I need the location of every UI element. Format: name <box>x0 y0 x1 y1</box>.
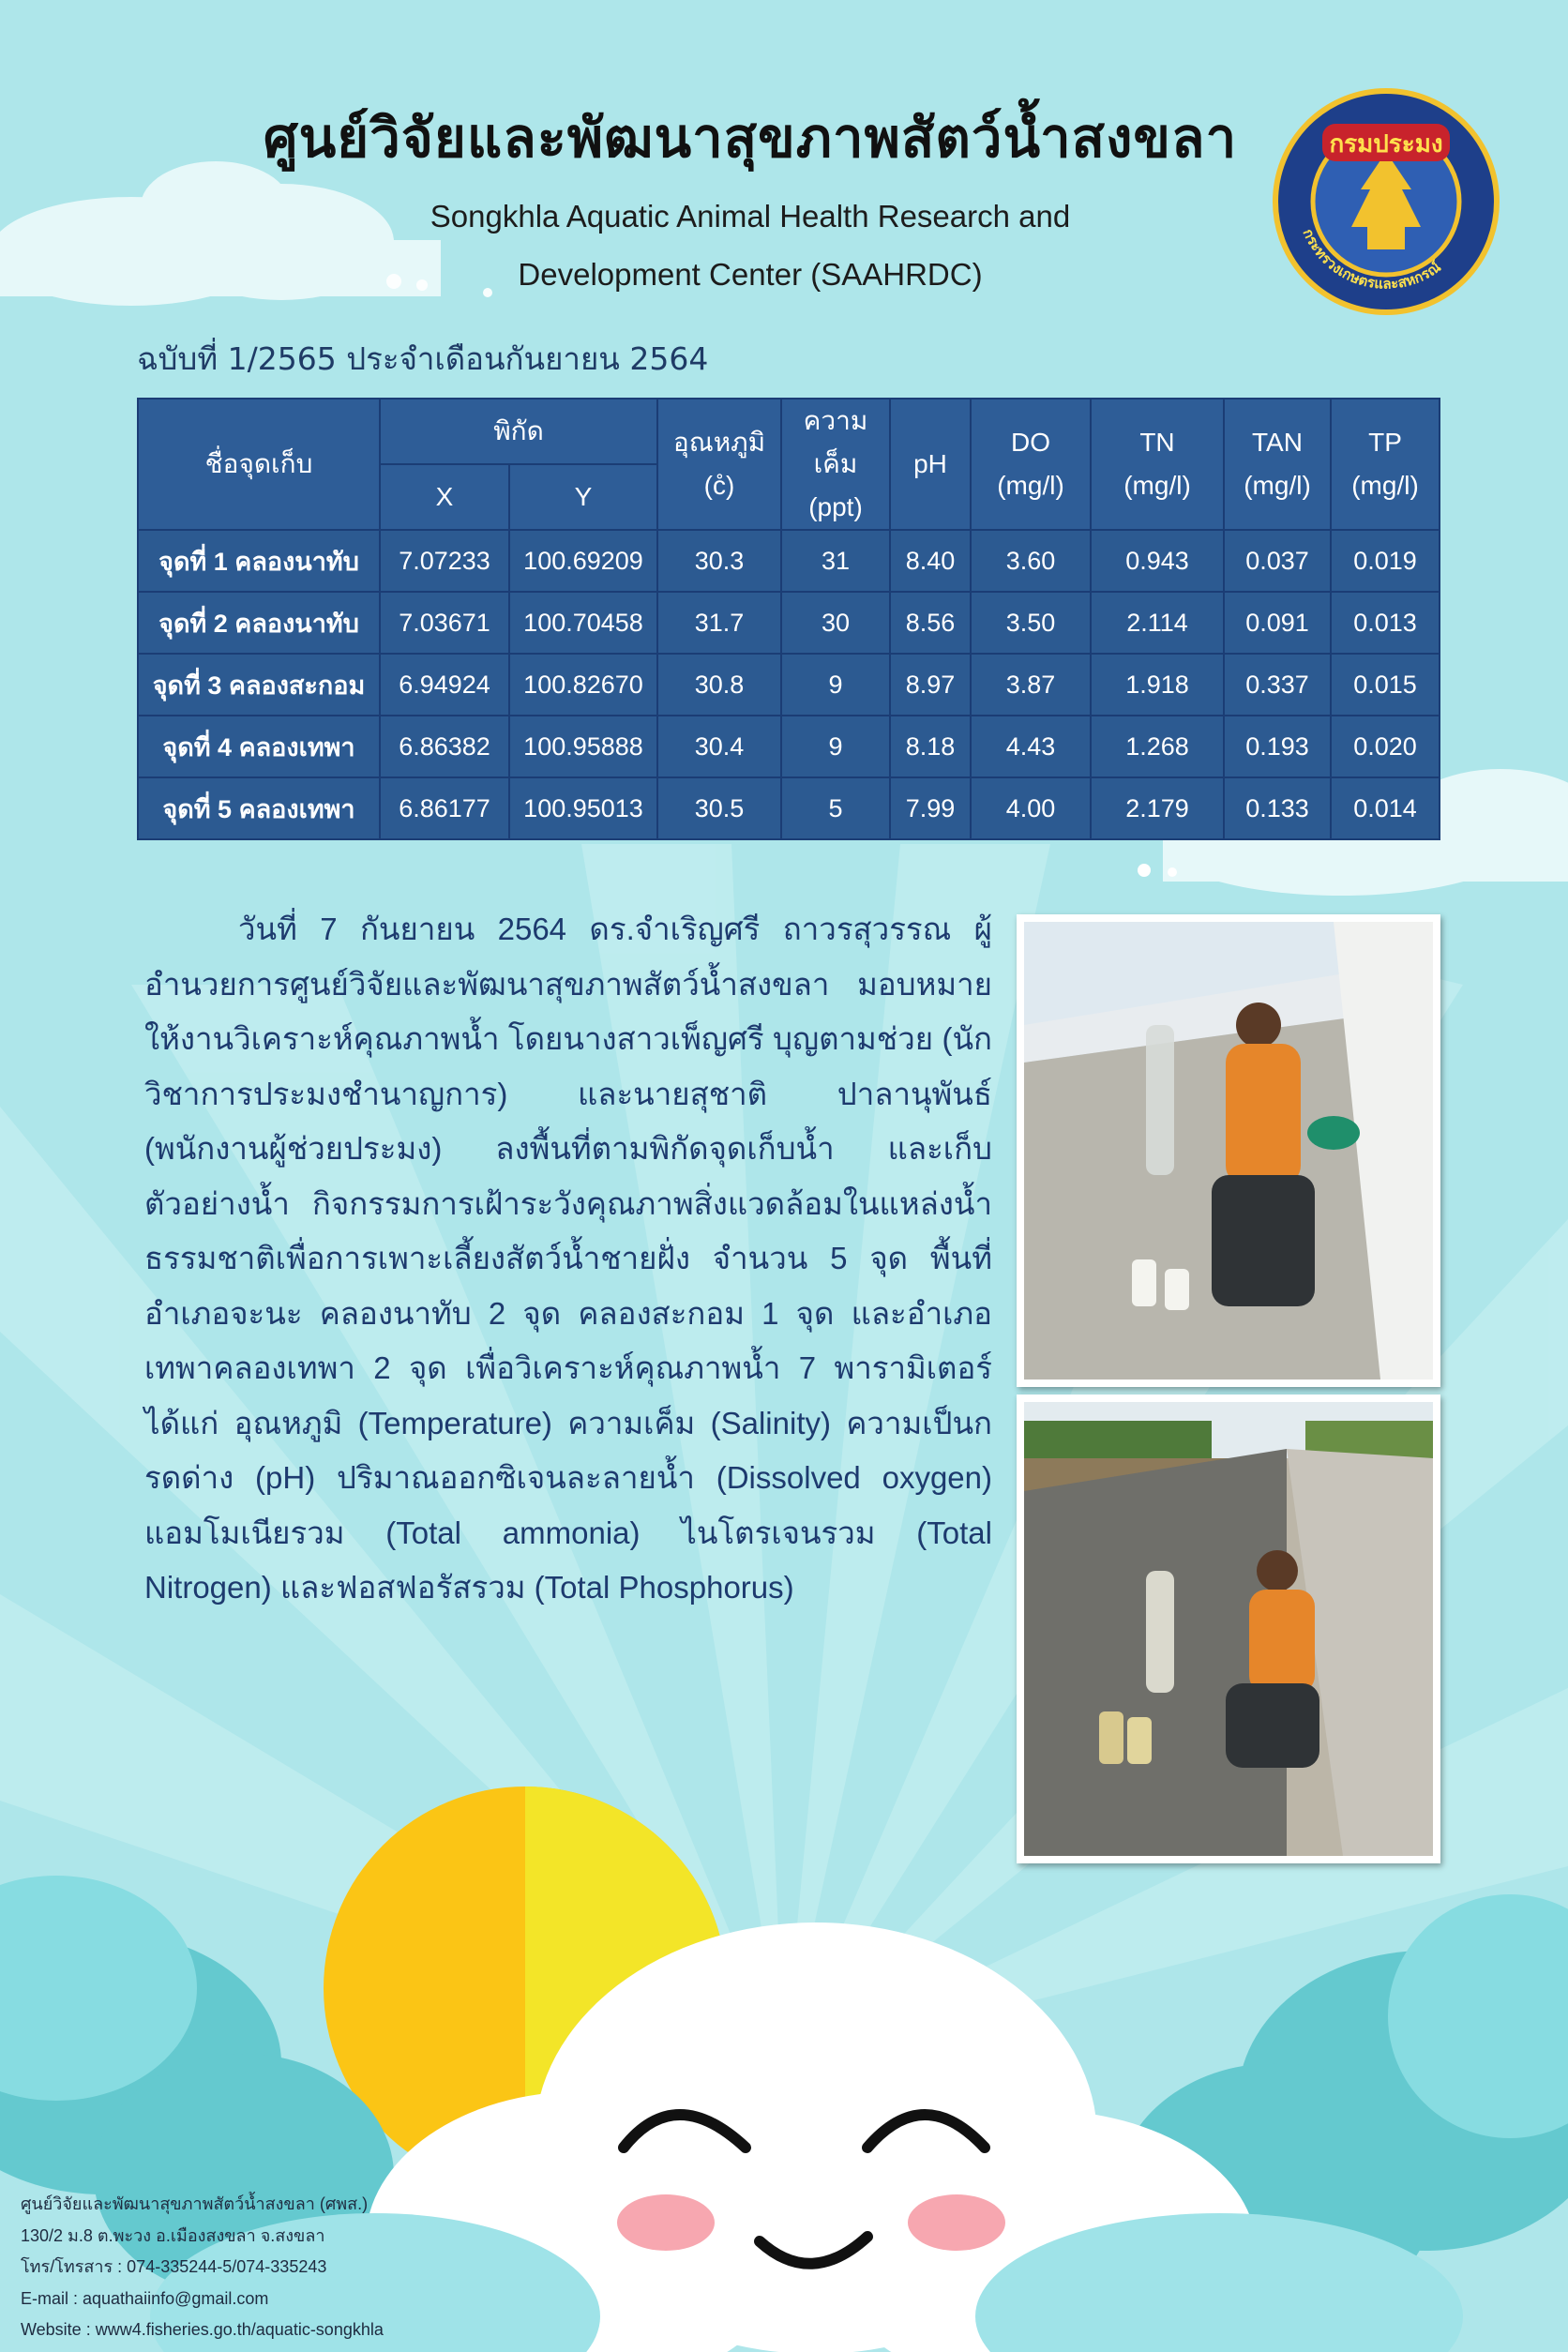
subtitle-line-1: Songkhla Aquatic Animal Health Research and <box>430 199 1071 234</box>
logo-text: กรมประมง <box>1329 130 1443 158</box>
cell-temp: 30.3 <box>657 530 781 592</box>
cell-tn: 1.918 <box>1091 654 1224 716</box>
cell-tn: 2.179 <box>1091 777 1224 839</box>
cell-do: 3.87 <box>971 654 1091 716</box>
cell-x: 6.86382 <box>380 716 509 777</box>
cell-ph: 7.99 <box>890 777 971 839</box>
article-paragraph: วันที่ 7 กันยายน 2564 ดร.จำเริญศรี ถาวรสุวรรณ ผู้อำนวยการศูนย์วิจัยและพัฒนาสุขภาพสัตว์น้ำสงขลา มอบหมายให้งานวิเคราะห์คุณภาพน้ำ โดยนางสาวเพ็ญศรี บุญตามช่วย (นักวิชาการประมงชำนาญการ) และนายสุชาติ ปาลานุพันธ์ (พนักงานผู้ช่วยประมง) ลงพื้นที่ตามพิกัดจุดเก็บน้ำ และเก็บตัวอย่างน้ำ กิจกรรมการเฝ้าระวังคุณภาพสิ่งแวดล้อมในแหล่งน้ำธรรมชาติเพื่อการเพาะเลี้ยงสัตว์น้ำชายฝั่ง จำนวน 5 จุด พื้นที่อำเภอจะนะ คลองนาทับ 2 จุด คลองสะกอม 1 จุด และอำเภอเทพาคลองเทพา 2 จุด เพื่อวิเคราะห์คุณภาพน้ำ 7 พารามิเตอร์ ได้แก่ อุณหภูมิ (Temperature) ความเค็ม (Salinity) ความเป็นกรดด่าง (pH) ปริมาณออกซิเจนละลายน้ำ (Dissolved oxygen) แอมโมเนียรวม (Total ammonia) ไนโตรเจนรวม (Total Nitrogen) และฟอสฟอรัสรวม (Total Phosphorus) <box>144 912 992 1605</box>
table-row <box>138 530 1440 592</box>
page-subtitle <box>356 188 1144 304</box>
department-logo <box>1271 86 1501 317</box>
cell-tan: 0.037 <box>1224 530 1331 592</box>
cell-x: 6.94924 <box>380 654 509 716</box>
article-body <box>144 902 992 1616</box>
cell-y: 100.69209 <box>509 530 657 592</box>
cell-temp: 30.5 <box>657 777 781 839</box>
cell-tan: 0.133 <box>1224 777 1331 839</box>
cell-salinity: 5 <box>781 777 890 839</box>
footer-contact <box>21 2189 546 2346</box>
subtitle-line-2: Development Center (SAAHRDC) <box>518 257 983 292</box>
footer-org: ศูนย์วิจัยและพัฒนาสุขภาพสัตว์น้ำสงขลา (ศพส.) <box>21 2194 369 2213</box>
header-coordinates: พิกัด <box>380 399 657 464</box>
station-name: จุดที่ 5 คลองเทพา <box>138 777 380 839</box>
footer-email[interactable]: E-mail : aquathaiinfo@gmail.com <box>21 2288 269 2308</box>
station-name: จุดที่ 4 คลองเทพา <box>138 716 380 777</box>
cell-salinity: 31 <box>781 530 890 592</box>
footer-website[interactable]: Website : www4.fisheries.go.th/aquatic-songkhla <box>21 2320 384 2339</box>
photo-sampling-river <box>1017 1395 1440 1863</box>
cell-tp: 0.020 <box>1331 716 1440 777</box>
station-name: จุดที่ 2 คลองนาทับ <box>138 592 380 654</box>
header-salinity: ความเค็ม (ppt) <box>781 399 890 530</box>
cell-ph: 8.56 <box>890 592 971 654</box>
station-name: จุดที่ 1 คลองนาทับ <box>138 530 380 592</box>
photo-sampling-bridge <box>1017 914 1440 1387</box>
table-row <box>138 716 1440 777</box>
cell-y: 100.82670 <box>509 654 657 716</box>
cell-do: 3.50 <box>971 592 1091 654</box>
cell-y: 100.95013 <box>509 777 657 839</box>
header-temperature: อุณหภูมิ (c̊) <box>657 399 781 530</box>
header-tan: TAN (mg/l) <box>1224 399 1331 530</box>
header-x: X <box>380 464 509 530</box>
header-station: ชื่อจุดเก็บ <box>138 399 380 530</box>
cell-tan: 0.091 <box>1224 592 1331 654</box>
cell-tn: 1.268 <box>1091 716 1224 777</box>
cell-x: 7.03671 <box>380 592 509 654</box>
table-row <box>138 654 1440 716</box>
cell-tan: 0.337 <box>1224 654 1331 716</box>
cell-do: 3.60 <box>971 530 1091 592</box>
header-do: DO (mg/l) <box>971 399 1091 530</box>
page-title: ศูนย์วิจัยและพัฒนาสุขภาพสัตว์น้ำสงขลา <box>263 106 1238 170</box>
cell-ph: 8.40 <box>890 530 971 592</box>
issue-line: ฉบับที่ 1/2565 ประจำเดือนกันยายน 2564 <box>137 340 709 377</box>
water-quality-table <box>137 398 1440 840</box>
cell-temp: 31.7 <box>657 592 781 654</box>
cell-ph: 8.97 <box>890 654 971 716</box>
cell-y: 100.95888 <box>509 716 657 777</box>
cell-x: 6.86177 <box>380 777 509 839</box>
table-row <box>138 592 1440 654</box>
logo-ring-text: กระทรวงเกษตรและสหกรณ์ <box>1299 226 1444 293</box>
cell-temp: 30.8 <box>657 654 781 716</box>
station-name: จุดที่ 3 คลองสะกอม <box>138 654 380 716</box>
cell-tan: 0.193 <box>1224 716 1331 777</box>
cell-tn: 0.943 <box>1091 530 1224 592</box>
footer-address: 130/2 ม.8 ต.พะวง อ.เมืองสงขลา จ.สงขลา <box>21 2225 325 2245</box>
footer-phone: โทร/โทรสาร : 074-335244-5/074-335243 <box>21 2257 327 2276</box>
cell-tn: 2.114 <box>1091 592 1224 654</box>
cell-tp: 0.013 <box>1331 592 1440 654</box>
header-tp: TP (mg/l) <box>1331 399 1440 530</box>
cell-do: 4.00 <box>971 777 1091 839</box>
cell-tp: 0.014 <box>1331 777 1440 839</box>
table-row <box>138 777 1440 839</box>
cell-do: 4.43 <box>971 716 1091 777</box>
cell-salinity: 9 <box>781 716 890 777</box>
cell-salinity: 9 <box>781 654 890 716</box>
cell-x: 7.07233 <box>380 530 509 592</box>
header-tn: TN (mg/l) <box>1091 399 1224 530</box>
cell-salinity: 30 <box>781 592 890 654</box>
header-ph: pH <box>890 399 971 530</box>
header-y: Y <box>509 464 657 530</box>
cell-y: 100.70458 <box>509 592 657 654</box>
cell-tp: 0.015 <box>1331 654 1440 716</box>
cell-temp: 30.4 <box>657 716 781 777</box>
cell-tp: 0.019 <box>1331 530 1440 592</box>
cell-ph: 8.18 <box>890 716 971 777</box>
